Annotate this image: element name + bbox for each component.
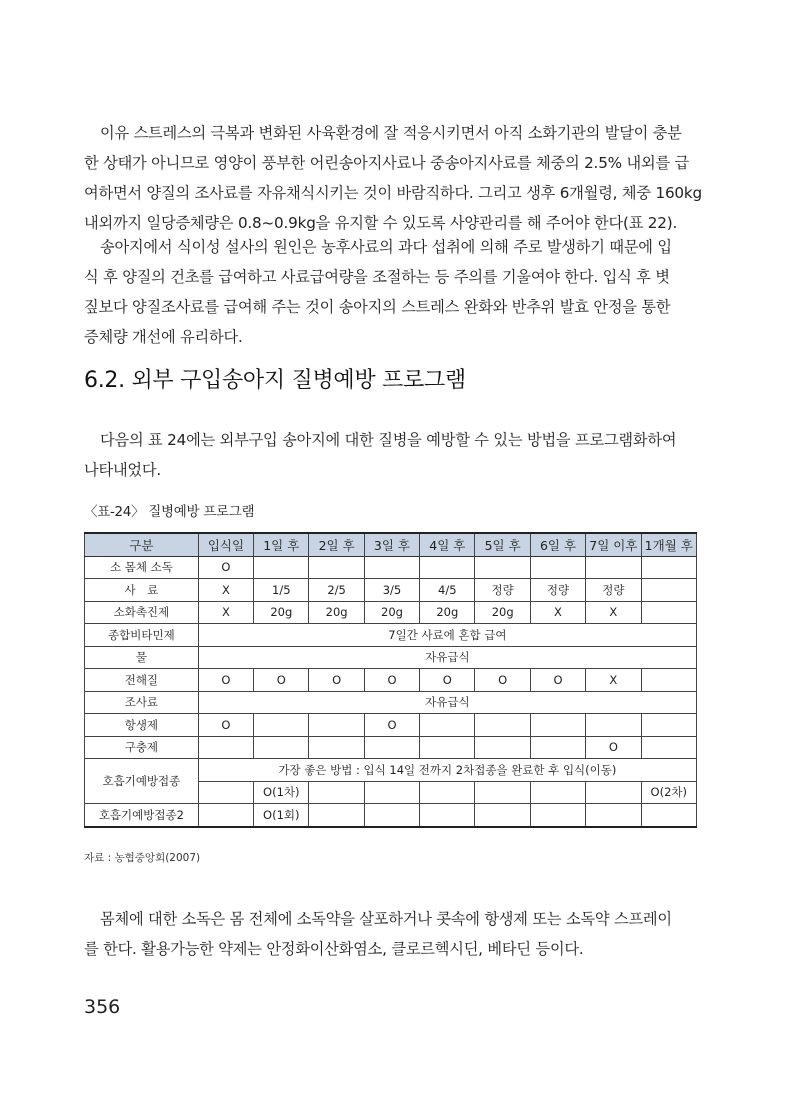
table-cell	[364, 804, 419, 827]
merged-cell: 자유급식	[198, 691, 696, 714]
column-header: 입식일	[198, 533, 253, 556]
column-header: 7일 이후	[586, 533, 641, 556]
table-cell	[254, 736, 309, 759]
table-cell	[254, 556, 309, 579]
text-line: 몸체에 대한 소독은 몸 전체에 소독약을 살포하거나 콧속에 항생제 또는 소독약 스프레이	[100, 910, 672, 928]
text-line: 나타내었다.	[84, 461, 161, 479]
table-cell	[475, 736, 530, 759]
table-cell: X	[198, 579, 253, 602]
table-cell	[586, 714, 641, 737]
text-line: 식 후 양질의 건초를 급여하고 사료급여량을 조절하는 등 주의를 기울여야 한다. 입식 후 볏	[84, 268, 670, 286]
table-cell	[641, 601, 696, 624]
table-cell: O	[530, 669, 585, 692]
table-caption: 〈표-24〉 질병예방 프로그램	[84, 504, 255, 520]
table-cell: 정량	[586, 579, 641, 602]
table-cell	[364, 736, 419, 759]
table-cell: O	[420, 669, 475, 692]
text-line: 여하면서 양질의 조사료를 자유채식시키는 것이 바람직하다. 그리고 생후 6개월령, 체중 160kg	[84, 184, 702, 202]
table-cell	[530, 736, 585, 759]
table-cell: X	[586, 601, 641, 624]
table-row	[85, 601, 697, 624]
table-row	[85, 759, 697, 782]
table-cell	[530, 781, 585, 804]
table-row	[85, 736, 697, 759]
column-header: 5일 후	[475, 533, 530, 556]
table-cell	[530, 714, 585, 737]
table-cell: 20g	[309, 601, 364, 624]
table-cell	[364, 781, 419, 804]
table-cell	[530, 556, 585, 579]
text-line: 한 상태가 아니므로 영양이 풍부한 어린송아지사료나 중송아지사료를 체중의 2.5% 내외를 급	[84, 154, 690, 172]
column-header: 6일 후	[530, 533, 585, 556]
table-cell	[309, 556, 364, 579]
table-row	[85, 646, 697, 669]
paragraph-diarrhea	[84, 232, 716, 352]
text-line: 짚보다 양질조사료를 급여해 주는 것이 송아지의 스트레스 완화와 반추위 발효 안정을 통한	[84, 298, 671, 316]
table-cell	[641, 804, 696, 827]
table-cell	[586, 781, 641, 804]
table-row	[85, 804, 697, 827]
row-label: 구충제	[85, 736, 199, 759]
column-header: 3일 후	[364, 533, 419, 556]
paragraph-body-disinfection	[84, 904, 716, 964]
table-row	[85, 714, 697, 737]
table-cell: 정량	[530, 579, 585, 602]
row-label: 조사료	[85, 691, 199, 714]
table-cell	[641, 669, 696, 692]
table-row	[85, 579, 697, 602]
table-cell: O(2차)	[641, 781, 696, 804]
row-label: 항생제	[85, 714, 199, 737]
table-row	[85, 691, 697, 714]
table-cell: 정량	[475, 579, 530, 602]
merged-cell: 자유급식	[198, 646, 696, 669]
table-cell: 20g	[364, 601, 419, 624]
row-label: 종합비타민제	[85, 624, 199, 647]
table-cell: O	[309, 669, 364, 692]
table-cell: O(1회)	[254, 804, 309, 827]
text-line: 이유 스트레스의 극복과 변화된 사육환경에 잘 적응시키면서 아직 소화기관의 발달이 충분	[100, 124, 682, 142]
table-cell: O(1차)	[254, 781, 309, 804]
table-cell	[641, 736, 696, 759]
table-cell	[641, 556, 696, 579]
table-cell	[254, 714, 309, 737]
text-line: 내외까지 일당증체량은 0.8~0.9kg을 유지할 수 있도록 사양관리를 해 주어야 한다(표 22).	[84, 214, 678, 232]
text-line: 송아지에서 식이성 설사의 원인은 농후사료의 과다 섭취에 의해 주로 발생하기 때문에 입	[100, 238, 672, 256]
table-row	[85, 624, 697, 647]
table-cell: 2/5	[309, 579, 364, 602]
table-cell: 20g	[475, 601, 530, 624]
table-cell	[475, 714, 530, 737]
table-cell	[420, 736, 475, 759]
table-cell	[198, 804, 253, 827]
table-row	[85, 556, 697, 579]
table-cell	[475, 781, 530, 804]
table-header-row	[85, 533, 697, 556]
row-label: 호흡기예방접종2	[85, 804, 199, 827]
merged-cell: 가장 좋은 방법 : 입식 14일 전까지 2차접종을 완료한 후 입식(이동)	[198, 759, 696, 782]
section-heading: 6.2. 외부 구입송아지 질병예방 프로그램	[84, 368, 466, 393]
table-cell: O	[475, 669, 530, 692]
table-row	[85, 669, 697, 692]
column-header: 4일 후	[420, 533, 475, 556]
table-cell: 20g	[254, 601, 309, 624]
merged-cell: 7일간 사료에 혼합 급여	[198, 624, 696, 647]
table-cell	[420, 714, 475, 737]
row-label: 물	[85, 646, 199, 669]
column-header: 1개월 후	[641, 533, 696, 556]
row-label: 소 몸체 소독	[85, 556, 199, 579]
table-cell	[586, 804, 641, 827]
row-label: 호흡기예방접종	[85, 759, 199, 804]
table-cell: O	[586, 736, 641, 759]
table-cell: 1/5	[254, 579, 309, 602]
table-cell	[198, 736, 253, 759]
table-cell: O	[364, 714, 419, 737]
table-cell	[420, 781, 475, 804]
table-cell: O	[254, 669, 309, 692]
table-cell	[420, 556, 475, 579]
table-cell	[309, 804, 364, 827]
table-cell	[586, 556, 641, 579]
table-cell: O	[198, 556, 253, 579]
table-cell: X	[198, 601, 253, 624]
column-header: 구분	[85, 533, 199, 556]
table-cell: 4/5	[420, 579, 475, 602]
table-cell	[475, 556, 530, 579]
table-source-note: 자료 : 농협중앙회(2007)	[84, 852, 201, 864]
table-cell: 20g	[420, 601, 475, 624]
table-cell: X	[530, 601, 585, 624]
table-cell: 3/5	[364, 579, 419, 602]
text-line: 를 한다. 활용가능한 약제는 안정화이산화염소, 클로르헥시딘, 베타딘 등이다.	[84, 940, 584, 958]
table-cell: O	[364, 669, 419, 692]
paragraph-table-intro	[84, 425, 716, 485]
row-label: 사 료	[85, 579, 199, 602]
table-cell	[530, 804, 585, 827]
paragraph-weaning-feeding	[84, 118, 716, 238]
text-line: 증체량 개선에 유리하다.	[84, 328, 243, 346]
column-header: 1일 후	[254, 533, 309, 556]
table-cell	[475, 804, 530, 827]
row-label: 전해질	[85, 669, 199, 692]
table-cell: X	[586, 669, 641, 692]
table-cell	[641, 714, 696, 737]
table-cell: O	[198, 714, 253, 737]
table-cell	[309, 736, 364, 759]
disease-prevention-table	[84, 532, 697, 828]
table-cell	[420, 804, 475, 827]
page-number: 356	[84, 996, 121, 1018]
table-cell	[309, 781, 364, 804]
table-cell	[198, 781, 253, 804]
table-cell: O	[198, 669, 253, 692]
row-label: 소화촉진제	[85, 601, 199, 624]
table-cell	[364, 556, 419, 579]
table-cell	[641, 579, 696, 602]
text-line: 다음의 표 24에는 외부구입 송아지에 대한 질병을 예방할 수 있는 방법을 프로그램화하여	[100, 431, 677, 449]
column-header: 2일 후	[309, 533, 364, 556]
table-cell	[309, 714, 364, 737]
